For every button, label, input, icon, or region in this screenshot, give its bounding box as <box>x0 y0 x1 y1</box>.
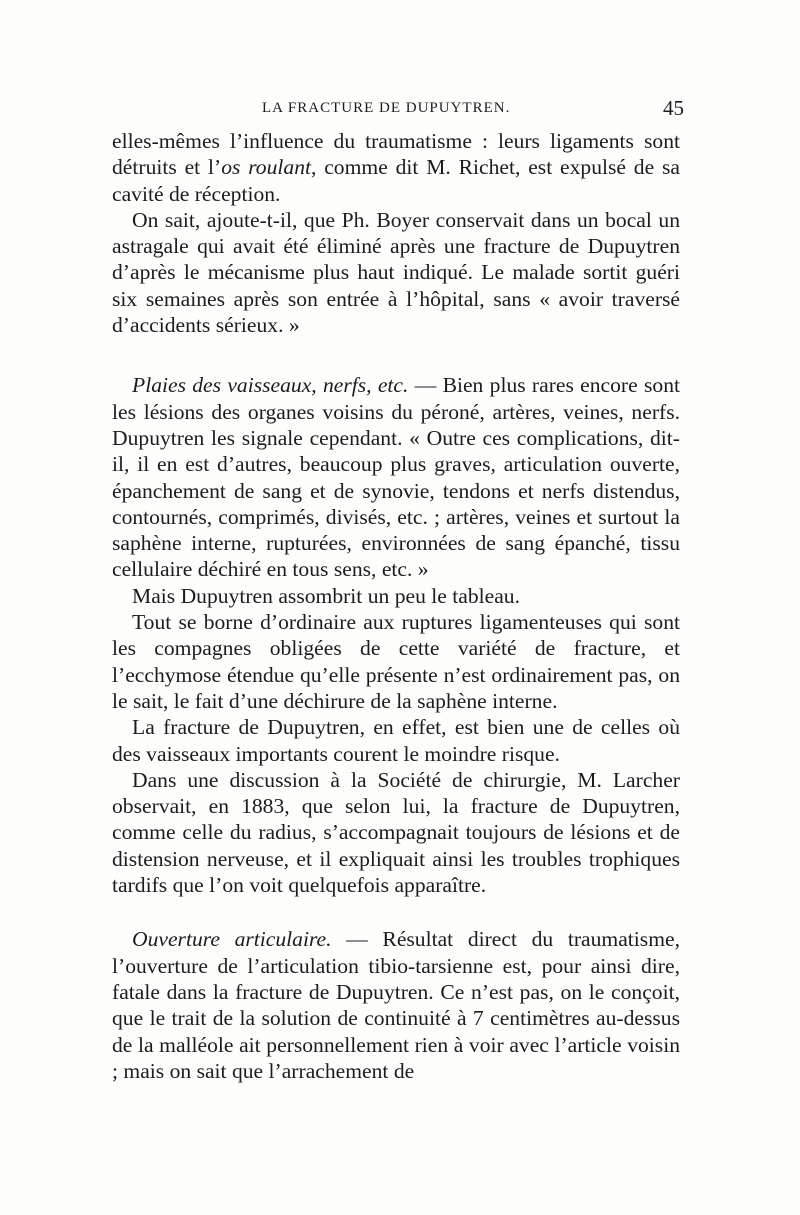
paragraph-3 <box>112 372 680 582</box>
paragraph-7: Dans une discussion à la Société de chirurgie, M. Larcher observait, en 1883, que selon lui, la fracture de Dupuytren, comme celle du radius, s’accompagnait toujours de lésions et de distension nerveuse, et il expliquait ainsi les troubles trophiques tardifs que l’on voit quelquefois apparaître. <box>112 767 680 898</box>
running-title: LA FRACTURE DE DUPUYTREN. <box>262 100 511 116</box>
body-text <box>112 128 680 1084</box>
paragraph-8-text: — Résultat direct du traumatisme, l’ouverture de l’articulation tibio-tarsienne est, pour ainsi dire, fatale dans la fracture de Dupuytren. Ce n’est pas, on le conçoit, que le trait de la solution de continuité à 7 centimètres au-dessus de la malléole ait personnellement rien à voir avec l’article voisin ; mais on sait que l’arrachement de <box>112 927 680 1083</box>
paragraph-1 <box>112 128 680 207</box>
paragraph-1-part-2: , comme dit M. Richet, est expulsé de sa cavité de réception. <box>112 155 680 206</box>
page-header <box>112 96 688 124</box>
paragraph-6: La fracture de Dupuytren, en effet, est bien une de celles où des vaisseaux importants courent le moindre risque. <box>112 715 680 766</box>
paragraph-1-italic: os roulant <box>221 155 311 180</box>
section-title-ouverture: Ouverture articulaire. <box>132 927 332 952</box>
section-title-plaies: Plaies des vaisseaux, nerfs, etc. <box>132 373 409 398</box>
paragraph-1-part-1: elles-mêmes l’influence du traumatisme : leurs ligaments sont détruits et l’ <box>112 129 680 180</box>
section-spacer <box>112 338 680 372</box>
page-number: 45 <box>663 96 684 120</box>
paragraph-2: On sait, ajoute-t-il, que Ph. Boyer conservait dans un bocal un astragale qui avait été éliminé après une fracture de Dupuytren d’après le mécanisme plus haut indiqué. Le malade sortit guéri six semaines après son entrée à l’hôpital, sans « avoir traversé d’accidents sérieux. » <box>112 207 680 338</box>
paragraph-4: Mais Dupuytren assombrit un peu le tableau. <box>132 583 521 608</box>
section-spacer-2 <box>112 898 680 926</box>
paragraph-3-text: — Bien plus rares encore sont les lésions des organes voisins du péroné, artères, veines, nerfs. Dupuytren les signale cependant. « Outre ces complications, dit-il, il en est d’autres, beaucoup plus graves, articulation ouverte, épanchement de sang et de synovie, tendons et nerfs distendus, contournés, comprimés, divisés, etc. ; artères, veines et surtout la saphène interne, rupturées, environnées de sang épanché, tissu cellulaire déchiré en tous sens, etc. » <box>112 373 680 582</box>
paragraph-8 <box>112 926 680 1084</box>
paragraph-5: Tout se borne d’ordinaire aux ruptures ligamenteuses qui sont les compagnes obligées de cette variété de fracture, et l’ecchymose étendue qu’elle présente n’est ordinairement pas, on le sait, le fait d’une déchirure de la saphène interne. <box>112 610 680 713</box>
